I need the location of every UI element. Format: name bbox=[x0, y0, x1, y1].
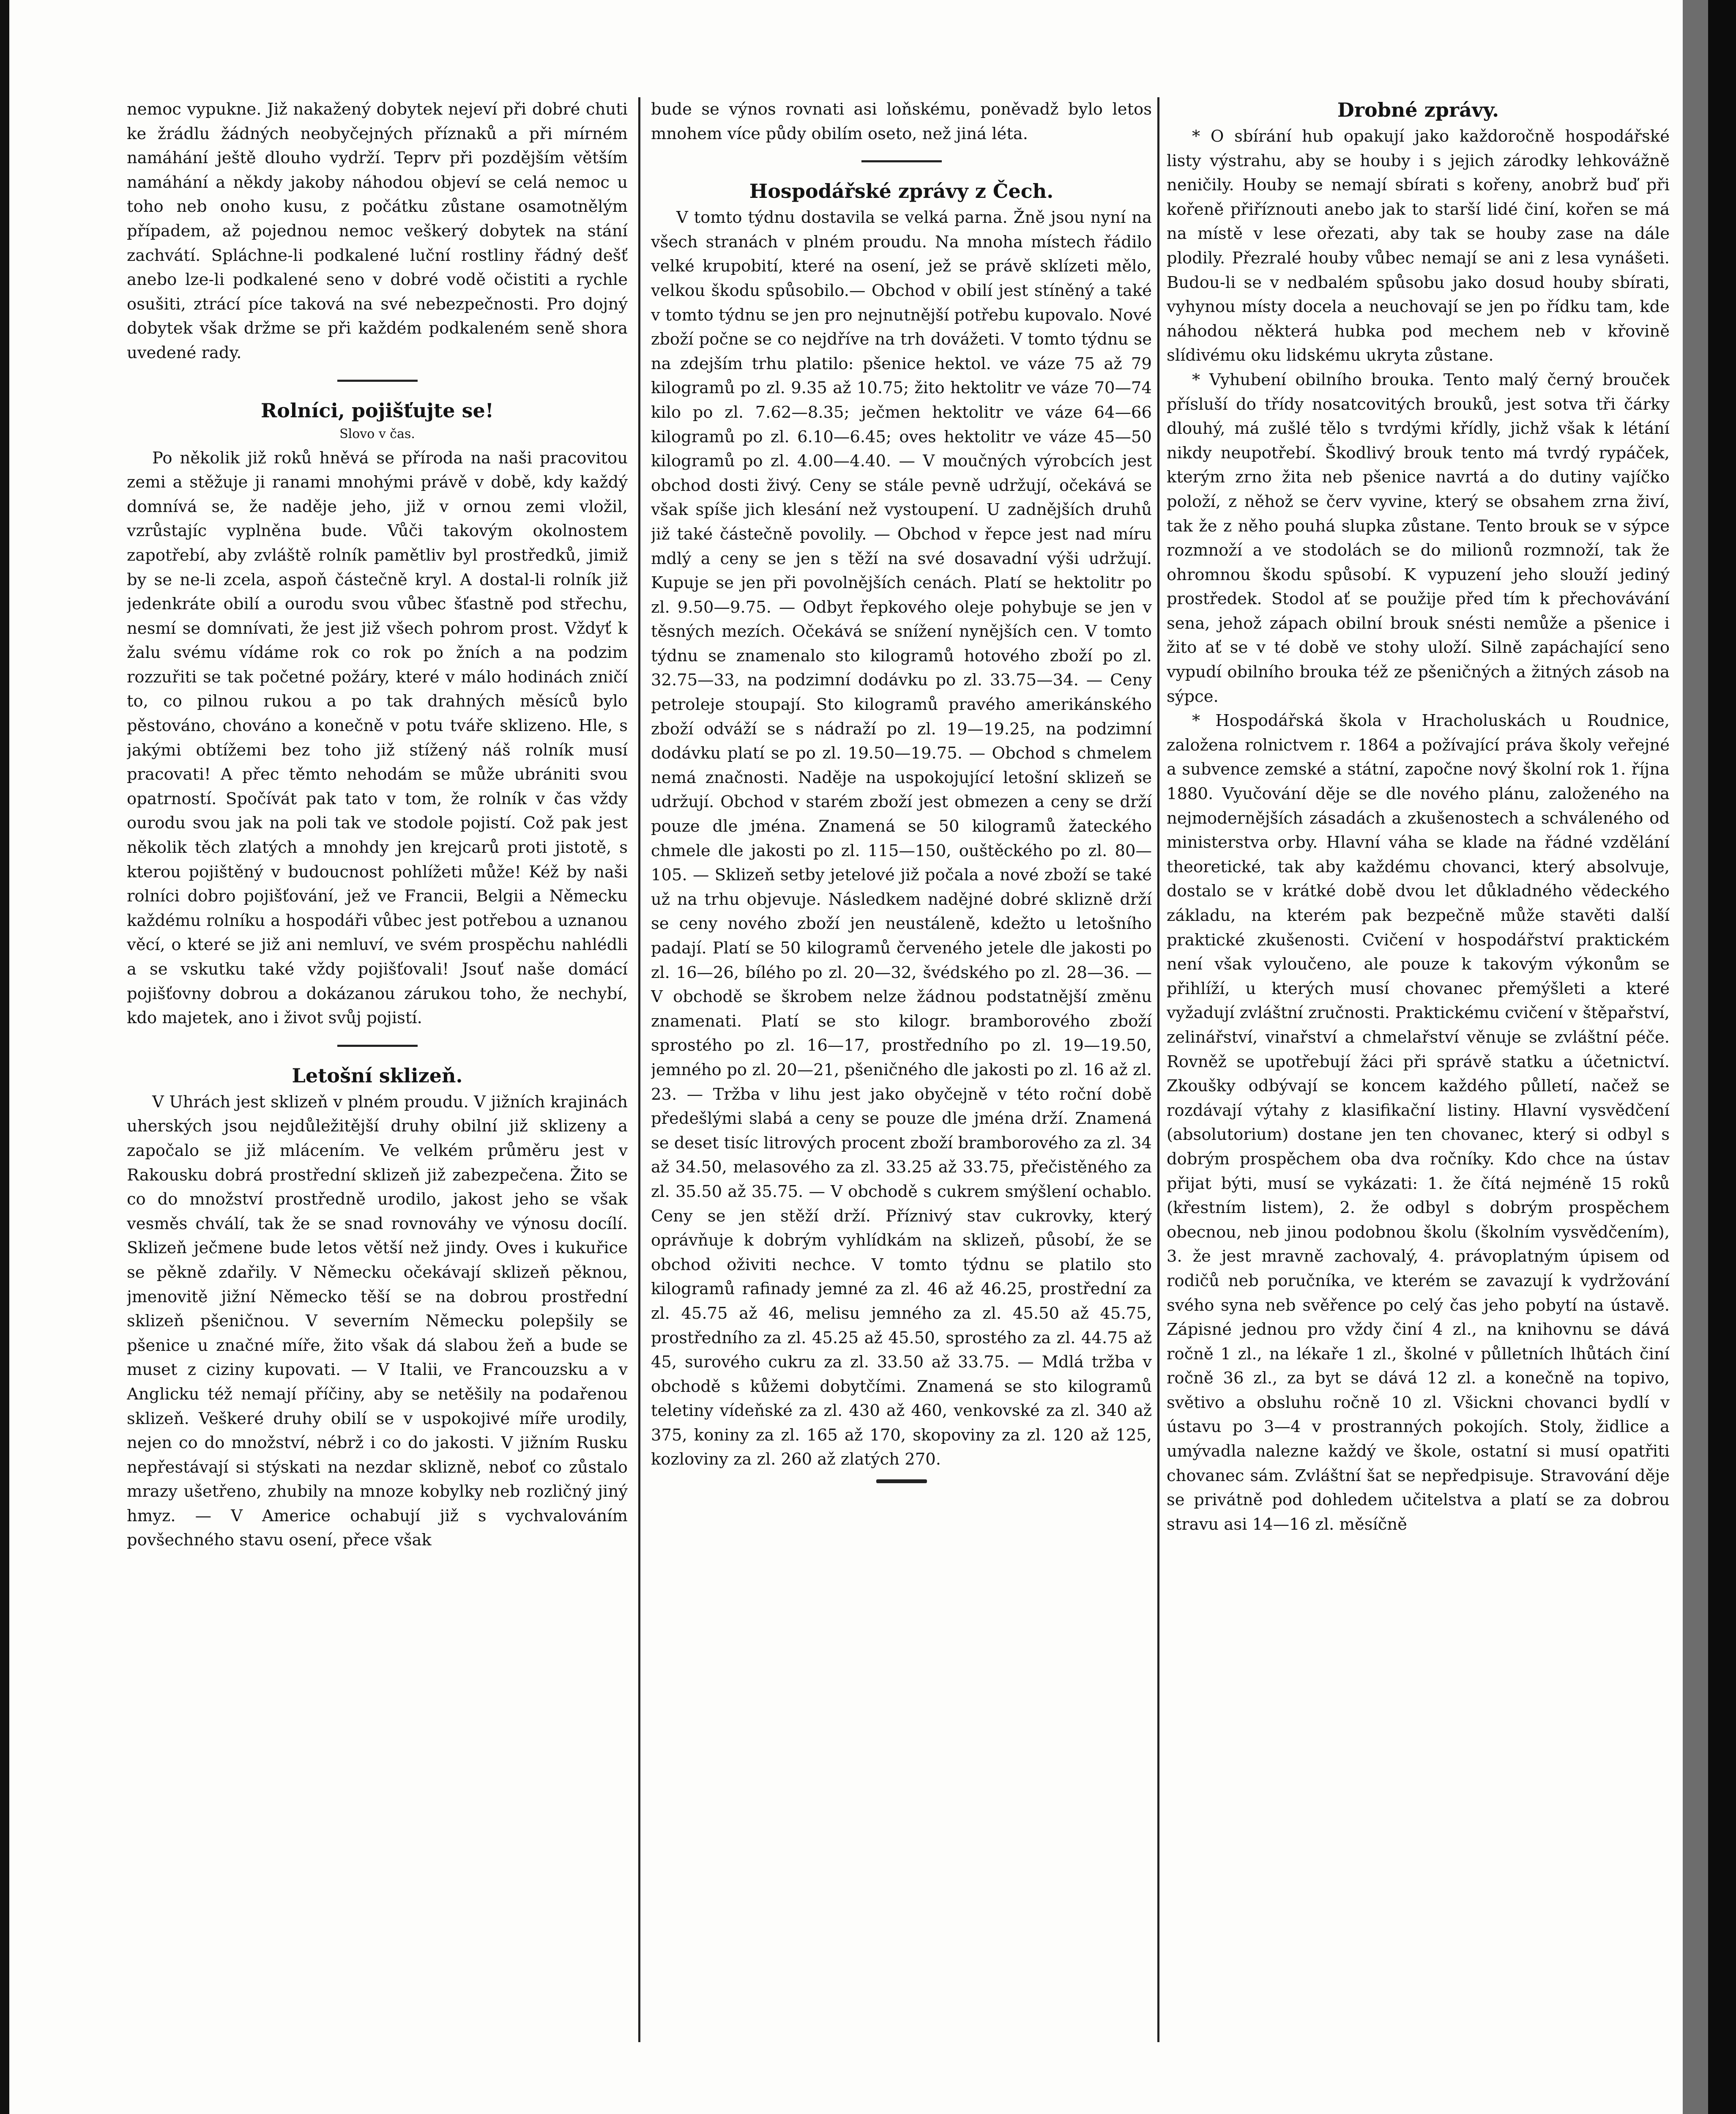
article-title-rolnici: Rolníci, pojišťujte se! bbox=[261, 399, 494, 422]
col1-continuation: nemoc vypukne. Již nakažený dobytek nejeví při dobré chuti ke žrádlu žádných neobyčejných příznaků a při mírném namáhání ještě dlouho vydrží. Teprv při pozdějším větším namáhání a někdy jakoby náhodou objeví se celá nemoc u toho neb onoho kusu, z počátku zůstane osamotnělým případem, až pojednou nemoc veškerý dobytek na stání zachvátí. Spláchne-li podkalené luční rostliny řádný dešť anebo lze-li podkalené seno v dobré vodě očistiti a rychle osušiti, ztrácí píce taková na své nebezpečnosti. Pro dojný dobytek však držme se při každém podkaleném seně shora uvedené rady. bbox=[127, 100, 628, 362]
section-title-drobne: Drobné zprávy. bbox=[1337, 99, 1499, 121]
news-item-skola: * Hospodářská škola v Hracholuskách u Roudnice, založena rolnictvem r. 1864 a požívající práva školy veřejné a subvence zemské a státní, započne nový školní rok 1. října 1880. Vyučování děje se dle nového plánu, založeného na nejmodernějších zásadách a zkušenostech a schváleného od ministerstva orby. Hlavní váha se klade na řádné vzdělání theoretické, tak aby každému chovanci, který absolvuje, dostalo se v krátké době dvou let důkladného vědeckého základu, na kterém pak bezpečně může stavěti další praktické zkušenosti. Cvičení v hospodářství praktickém není však vyloučeno, ale pouze k takovým výkonům se přihlíží, u kterých musí chovanec přemýšleti a které vyžadují zvláštní zručnosti. Praktickému cvičení v štěpařství, zelinářství, vinařství a chmelařství věnuje se zvláštní péče. Rovněž se upotřebují žáci při správě statku a účetnictví. Zkoušky odbývají se koncem každého půlletí, načež se rozdávají výtahy z klasifikační listiny. Hlavní vysvědčení (absolutorium) dostane jen ten chovanec, který si odbyl s dobrým prospěchem oba dva ročníky. Kdo chce na ústav přijat býti, musí se vykázati: 1. že čítá nejméně 15 roků (křestním listem), 2. že odbyl s dobrým prospěchem obecnou, neb jinou podobnou školu (školním vysvědčením), 3. že jest mravně zachovalý, 4. právoplatným úpisem od rodičů neb poručníka, ve kterém se zavazují k vydržování svého syna neb svěřence po celý čas jeho pobytí na ústavě. Zápisné jednou pro vždy činí 4 zl., na knihovnu se dává ročně 1 zl., na lékaře 1 zl., školné v půlletních lhůtách činí ročně 36 zl., za byt se dává 12 zl. a konečně na topivo, světivo a obsluhu ročně 10 zl. Všickni chovanci bydlí v ústavu po 3—4 v prostranných pokojích. Stoly, židlice a umývadla nalezne každý ve škole, ostatní si musí opatřiti chovanec sám. Zvláštní šat se nepředpisuje. Stravování děje se privátně pod dohledem učitelstva a platí se za dobrou stravu asi 14—16 zl. měsíčně bbox=[1167, 711, 1670, 1534]
column-rule-1 bbox=[638, 97, 640, 2042]
scan-edge-right-shadow bbox=[1683, 0, 1708, 2114]
article-title-sklizen: Letošní sklizeň. bbox=[292, 1064, 463, 1087]
article-body-zpravy: V tomto týdnu dostavila se velká parna. Žně jsou nyní na všech stranách v plném proudu. Na mnoha místech řádilo velké krupobití, které na osení, jež se právě sklízeti mělo, velkou škodu spůsobilo.— Obchod v obilí jest stíněný a také v tomto týdnu se jen pro nejnutnější potřebu kupovalo. Nové zboží počne se co nejdříve na trh dovážeti. V tomto týdnu se na zdejším trhu platilo: pšenice hektol. ve váze 75 až 79 kilogramů po zl. 9.35 až 10.75; žito hektolitr ve váze 70—74 kilo po zl. 7.62—8.35; ječmen hektolitr ve váze 64—66 kilogramů po zl. 6.10—6.45; oves hektolitr ve váze 45—50 kilogramů po zl. 4.00—4.40. — V moučných výrobcích jest obchod dosti živý. Ceny se stále pevně udržují, očekává se však spíše jich klesání než vystoupení. U zadnějších druhů již také částečně povolily. — Obchod v řepce jest nad míru mdlý a ceny se jen s těží na své dosavadní výši udržují. Kupuje se jen při povolnějších cenách. Platí se hektolitr po zl. 9.50—9.75. — Odbyt řepkového oleje pohybuje se jen v těsných mezích. Očekává se snížení nynějších cen. V tomto týdnu se znamenalo sto kilogramů hotového zboží po zl. 32.75—33, na podzimní dodávku po zl. 33.75—34. — Ceny petroleje stoupají. Sto kilogramů pravého amerikánského zboží odváží se s nádraží po zl. 19—19.25, na podzimní dodávku platí se po zl. 19.50—19.75. — Obchod s chmelem nemá značnosti. Naděje na uspokojující letošní sklizeň se udržují. Obchod v starém zboží jest obmezen a ceny se drží pouze dle jména. Znamená se 50 kilogramů žateckého chmele dle jakosti po zl. 115—150, ouštěckého po zl. 80—105. — Sklizeň setby jetelové již počala a nové zboží se také už na trhu objevuje. Následkem nadějné dobré sklizně drží se ceny nového zboží jen neustáleně, kdežto u letošního padají. Platí se 50 kilogramů červeného jetele dle jakosti po zl. 16—26, bílého po zl. 20—32, švédského po zl. 28—36. — V obchodě se škrobem nelze žádnou podstatnější změnu znamenati. Platí se sto kilogr. bramborového zboží sprostého po zl. 16—17, prostředního po zl. 19—19.50, jemného po zl. 20—21, pšeničného dle jakosti po zl. 16 až zl. 23. — Tržba v lihu jest jako obyčejně v této roční době předešlými slabá a ceny se pouze dle jména drží. Znamená se deset tisíc litrových procent zboží bramborového za zl. 34 až 34.50, melasového za zl. 33.25 až 33.75, přečistěného za zl. 35.50 až 35.75. — V obchodě s cukrem smýšlení ochablo. Ceny se jen stěží drží. Příznivý stav cukrovky, který oprávňuje k dobrým vyhlídkám na sklizeň, působí, že se obchod oživiti nechce. V tomto týdnu se platilo sto kilogramů rafinady jemné za zl. 46 až 46.25, prostřední za zl. 45.75 až 46, melisu jemného za zl. 45.50 až 45.75, prostředního za zl. 45.25 až 45.50, sprostého za zl. 44.75 až 45, surového cukru za zl. 33.50 až 33.75. — Mdlá tržba v obchodě s kůžemi dobytčími. Znamená se sto kilogramů teletiny vídeňské za zl. 430 až 460, venkovské za zl. 340 až 375, koniny za zl. 165 až 170, skopoviny za zl. 120 až 125, kozloviny za zl. 260 až zlatých 270. bbox=[651, 208, 1152, 1469]
article-title-zpravy: Hospodářské zprávy z Čech. bbox=[749, 180, 1054, 203]
separator bbox=[337, 380, 418, 382]
column-rule-2 bbox=[1157, 97, 1159, 2042]
separator bbox=[861, 160, 942, 162]
scan-edge-right bbox=[1708, 0, 1736, 2114]
column-1 bbox=[127, 97, 628, 2059]
news-item-houby: * O sbírání hub opakují jako každoročně hospodářské listy výstrahu, aby se houby i s jejich zárodky lehkovážně neničily. Houby se nemají sbírati s kořeny, anobrž buď při kořeně přiříznouti anebo jak to starší lidé činí, kořen se má na místě v lese ořezati, aby tak se houby zase na dále plodily. Přezralé houby vůbec nemají se ani z lesa vynášeti. Budou-li se v nedbalém spůsobu jako dosud houby sbírati, vyhynou místy docela a neuchovají se jen po řídku tam, kde náhodou některá hubka pod mechem neb v křovině slídivému oku lidskému ukryta zůstane. bbox=[1167, 127, 1670, 365]
scan-edge-left bbox=[0, 0, 9, 2114]
column-3 bbox=[1167, 97, 1670, 2059]
article-subtitle-rolnici: Slovo v čas. bbox=[339, 426, 415, 441]
end-mark bbox=[876, 1479, 927, 1483]
article-body-rolnici: Po několik již roků hněvá se příroda na naši pracovitou zemi a stěžuje ji ranami mnohými právě v době, kdy každý domnívá se, že naděje jeho, již v ornou zemi vložil, vzrůstajíc vyplněna bude. Vůči takovým okolnostem zapotřebí, aby zvláště rolník pamětliv byl prostředků, jimiž by se ne-li zcela, aspoň částečně kryl. A dostal-li rolník již jedenkráte obilí a ourodu svou vůbec šťastně pod střechu, nesmí se domnívati, že jest již všech pohrom prost. Vždyť k žalu svému vídáme rok co rok po žních a na podzim rozzuřiti se tak početné požáry, které v málo hodinách zničí to, co pilnou rukou a po tak drahných měsíců bylo pěstováno, chováno a konečně v potu tváře sklizeno. Hle, s jakými obtížemi bez toho již stížený náš rolník musí pracovati! A přec těmto nehodám se může ubrániti svou opatrností. Spočívát pak tato v tom, že rolník v čas vždy ourodu svou jak na poli tak ve stodole pojistí. Což pak jest několik těch zlatých a mnohdy jen krejcarů proti jistotě, s kterou pojištěný v budoucnost pohlížeti může! Kéž by naši rolníci dobro pojišťování, jež ve Francii, Belgii a Německu každému rolníku a hospodáři vůbec jest potřebou a uznanou věcí, o které se již ani nemluví, ve svém prospěchu nahlédli a se vskutku také vždy pojišťovali! Jsouť naše domácí pojišťovny dobrou a dokázanou zárukou toho, že nechybí, kdo majetek, ano i život svůj pojistí. bbox=[127, 448, 628, 1028]
separator bbox=[337, 1045, 418, 1047]
article-body-sklizen: V Uhrách jest sklizeň v plném proudu. V jižních krajinách uherských jsou nejdůležitější druhy obilní již sklizeny a započalo se již mlácením. Ve velkém průměru jest v Rakousku dobrá prostřední sklizeň již zabezpečena. Žito se co do množství prostředně urodilo, jakost jeho se však vesměs chválí, tak že se snad rovnováhy ve výnosu docílí. Sklizeň ječmene bude letos větší než jindy. Oves i kukuřice se pěkně zdařily. V Německu očekávají sklizeň pěknou, jmenovitě jižní Německo těší se na dobrou prostřední sklizeň pšeničnou. V severním Německu polepšily se pšenice u značné míře, žito však dá slabou žeň a bude se muset z ciziny kupovati. — V Italii, ve Francouzsku a v Anglicku též nemají příčiny, aby se netěšily na podařenou sklizeň. Veškeré druhy obilí se v uspokojivé míře urodily, nejen co do množství, nébrž i co do jakosti. V jižním Rusku nepřestávají si stýskati na nezdar sklizně, neboť co zůstalo mrazy ušetřeno, zhubily na mnoze kobylky neb rozličný jiný hmyz. — V Americe ochabují již s vychvalováním povšechného stavu osení, přece však bbox=[127, 1092, 628, 1550]
news-item-brouk: * Vyhubení obilního brouka. Tento malý černý brouček přísluší do třídy nosatcovitých brouků, jest sotva tři čárky dlouhý, má zušlé tělo s tvrdými křídly, jichž však k létání nikdy neupotřebí. Škodlivý brouk tento má tvrdý rypáček, kterým zrno žita neb pšenice navrtá a do dutiny vajíčko položí, z něhož se červ vyvine, který se obsahem zrna živí, tak že z něho pouhá slupka zůstane. Tento brouk se v sýpce rozmnoží a ve stodolách se do milionů rozmnoží, tak že ohromnou škodu spůsobí. K vypuzení jeho slouží jediný prostředek. Stodol ať se použije před tím k přechovávání sena, jehož zápach obilní brouk snésti nemůže a pšenice i žito ať se v té době ve stohy uloží. Silně zapáchající seno vypudí obilního brouka též ze pšeničných a žitných zásob na sýpce. bbox=[1167, 370, 1670, 706]
col2-continuation: bude se výnos rovnati asi loňskému, poněvadž bylo letos mnohem více půdy obilím oseto, než jiná léta. bbox=[651, 100, 1152, 143]
column-2 bbox=[651, 97, 1152, 2059]
